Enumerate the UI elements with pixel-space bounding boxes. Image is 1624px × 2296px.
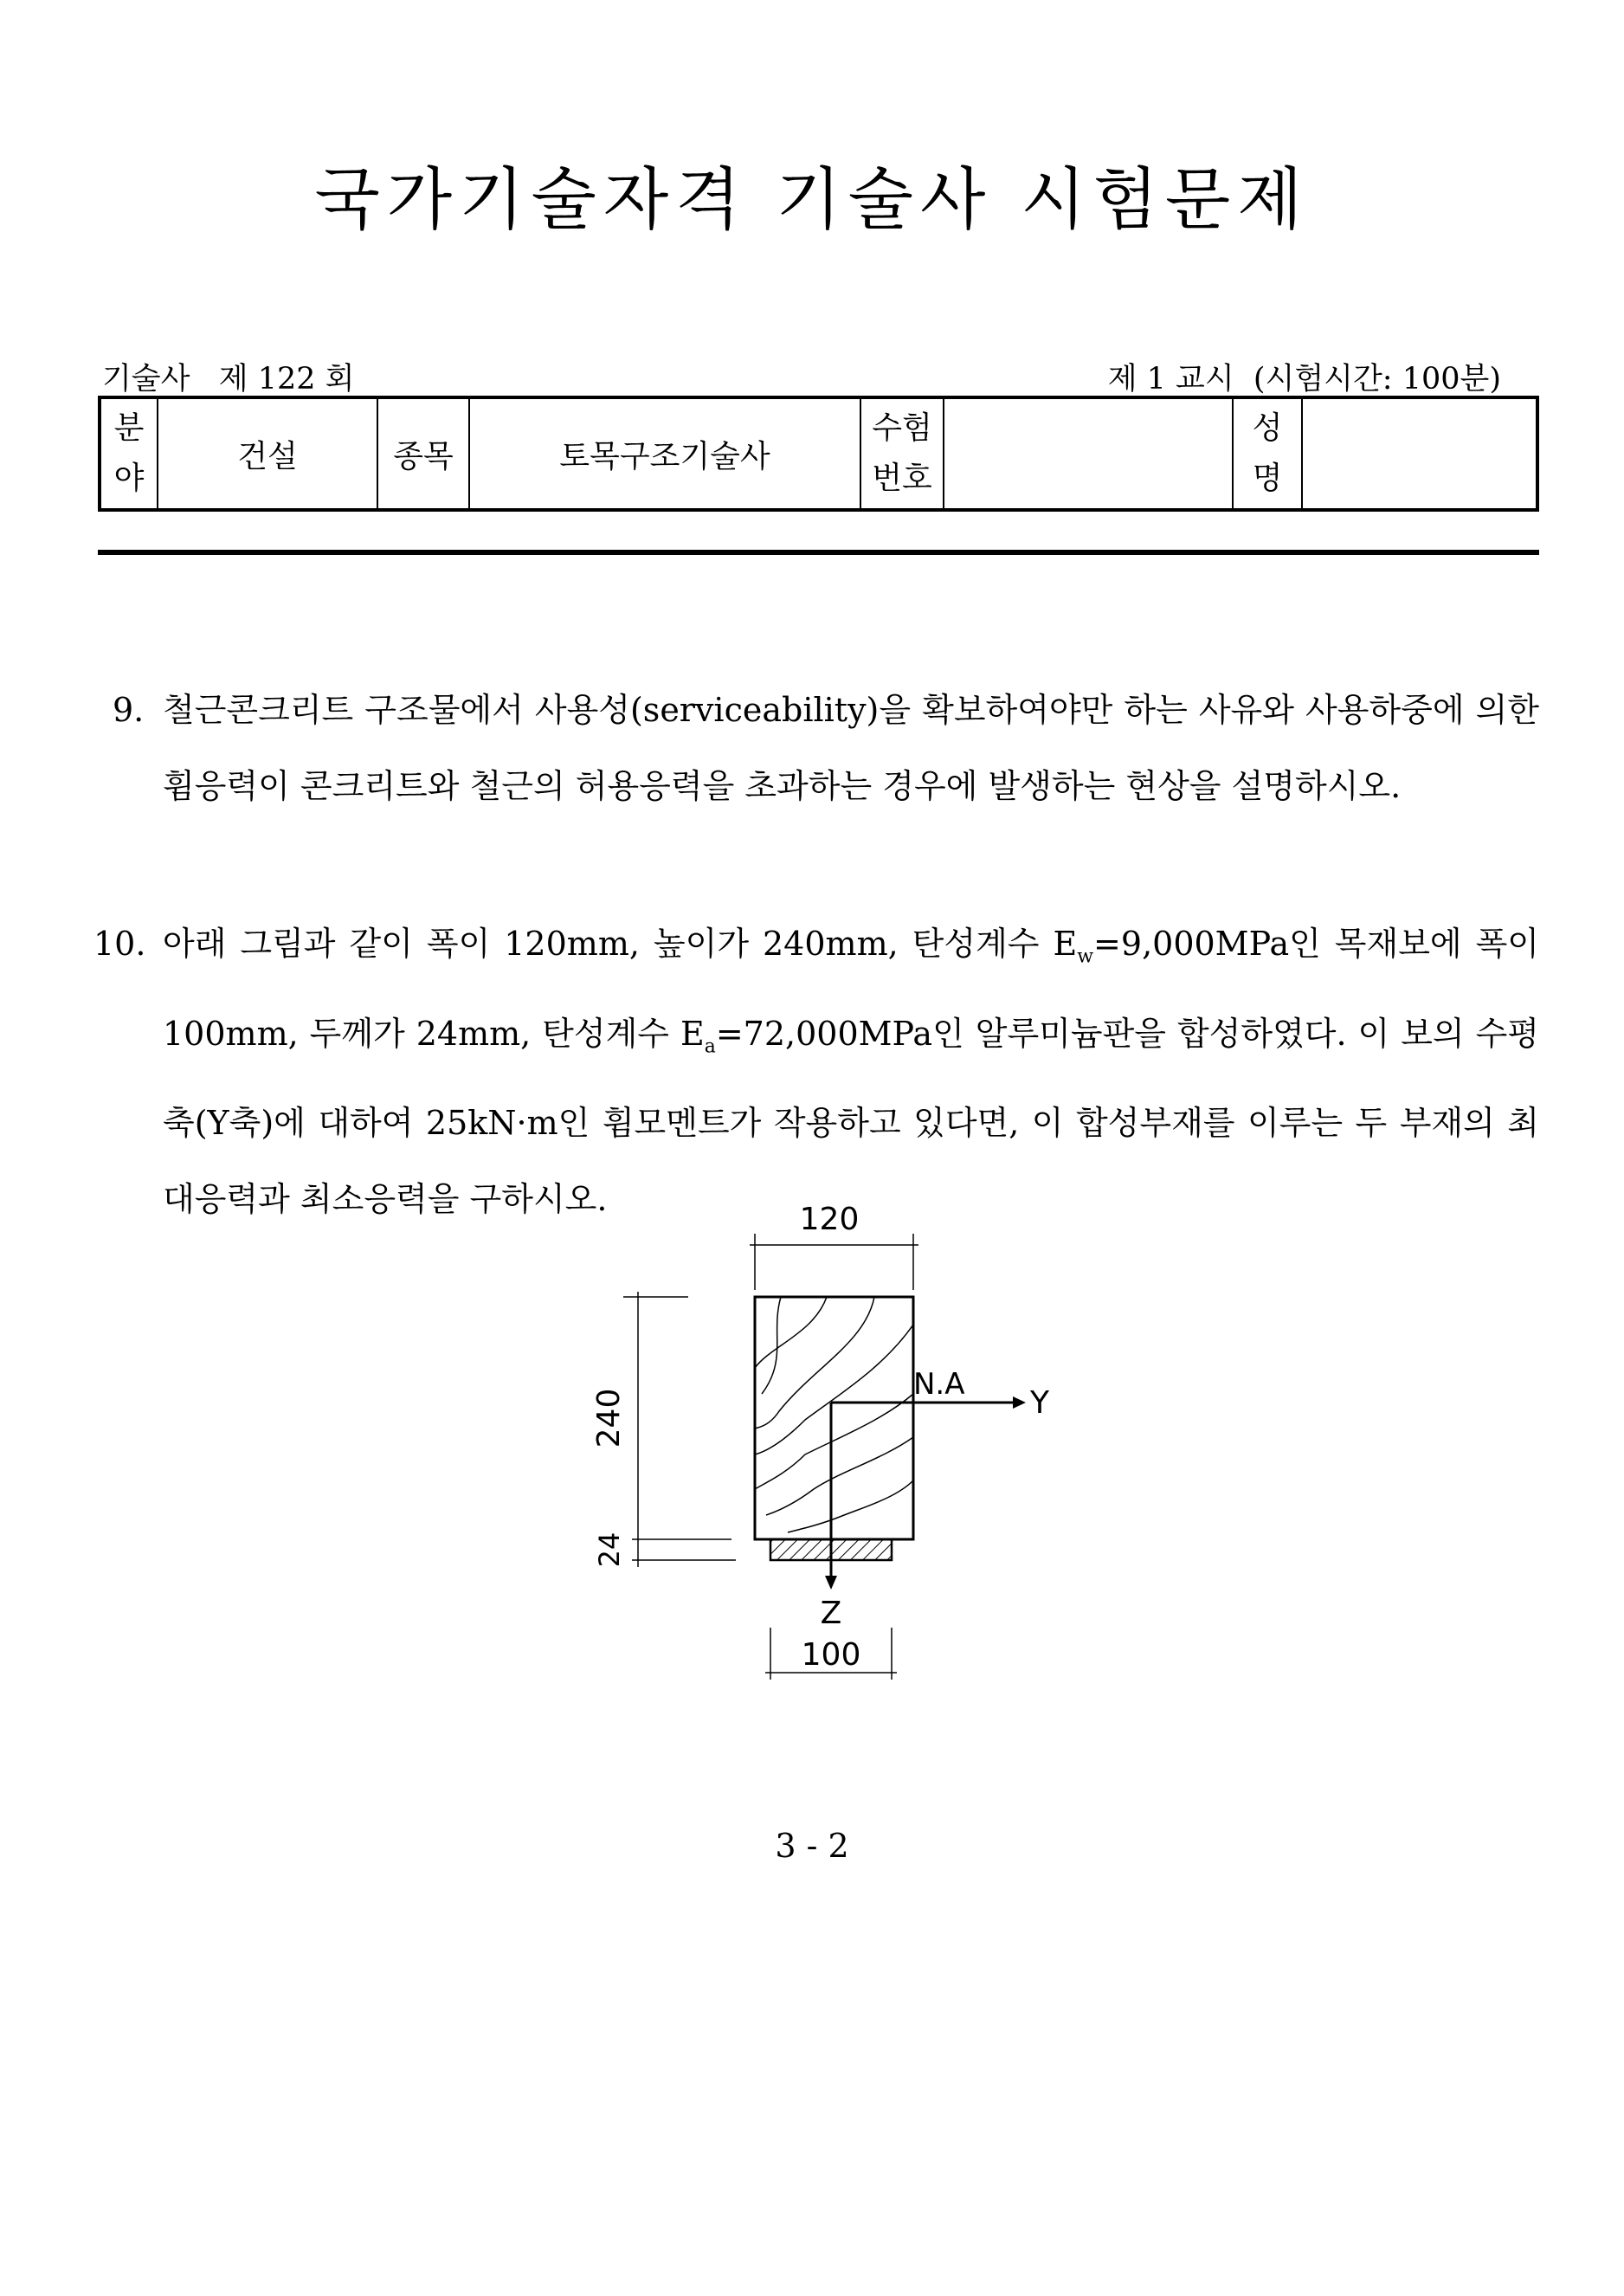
y-axis-label: Y bbox=[1030, 1385, 1049, 1421]
neutral-axis-label: N.A bbox=[913, 1367, 965, 1402]
field-label-line1: 분 bbox=[113, 410, 145, 446]
coordinate-axes bbox=[821, 1367, 1050, 1631]
name-label-line2: 명 bbox=[1252, 461, 1283, 496]
exam-number-label-cell bbox=[860, 397, 944, 510]
category-label: 종목 bbox=[377, 397, 469, 510]
exam-number-field[interactable] bbox=[944, 397, 1233, 510]
exam-round: 기술사 제 122 회 bbox=[102, 362, 355, 397]
question-10 bbox=[93, 906, 1539, 1219]
question-9 bbox=[113, 672, 1539, 906]
timber-beam bbox=[755, 1297, 913, 1539]
field-label-cell bbox=[100, 397, 158, 510]
question-number: 9. bbox=[113, 691, 145, 729]
page-title: 국가기술자격 기술사 시험문제 bbox=[314, 161, 1310, 239]
wood-grain bbox=[755, 1297, 913, 1532]
height-label: 240 bbox=[591, 1388, 627, 1448]
z-arrow-icon bbox=[825, 1576, 837, 1590]
category-value: 토목구조기술사 bbox=[469, 397, 860, 510]
name-label-line1: 성 bbox=[1252, 410, 1283, 446]
cross-section-figure bbox=[554, 1195, 1073, 1697]
name-label-cell bbox=[1233, 397, 1302, 510]
y-arrow-icon bbox=[1013, 1396, 1026, 1409]
exam-number-label-line2: 번호 bbox=[872, 461, 932, 496]
top-width-dimension bbox=[750, 1202, 918, 1290]
field-value: 건설 bbox=[158, 397, 377, 510]
exam-number-label-line1: 수험 bbox=[872, 410, 932, 446]
exam-info-table bbox=[98, 396, 1539, 512]
plate-thickness-label: 24 bbox=[593, 1532, 626, 1568]
question-text: 아래 그림과 같이 폭이 120mm, 높이가 240mm, 탄성계수 $E_w=9,000MPa$인 목재보에 폭이 100mm, 두께가 24mm, 탄성계수 $E_a=72,000MPa$인 알루미늄판을 합성하였다. 이 보의 수평축(Y축)에 대하여 25kN·m인 휨모멘트가 작용하고 있다면, 이 합성부재를 이루는 두 부재의 최대응력과 최소응력을 구하시오. bbox=[163, 925, 1539, 1219]
page-number: 3 - 2 bbox=[775, 1827, 849, 1865]
name-field[interactable] bbox=[1302, 397, 1537, 510]
top-width-label: 120 bbox=[799, 1202, 860, 1237]
question-number: 10. bbox=[93, 925, 146, 963]
bottom-width-dimension bbox=[765, 1628, 897, 1680]
question-text: 철근콘크리트 구조물에서 사용성(serviceability)을 확보하여야만 하는 사유와 사용하중에 의한 휨응력이 콘크리트와 철근의 허용응력을 초과하는 경우에 발생하는 현상을 설명하시오. bbox=[163, 691, 1539, 805]
field-label-line2: 야 bbox=[113, 461, 145, 496]
bottom-width-label: 100 bbox=[801, 1637, 861, 1673]
cross-section-drawing bbox=[554, 1195, 1073, 1697]
left-dimension bbox=[591, 1292, 736, 1567]
exam-period: 제 1 교시 (시험시간: 100분) bbox=[1107, 362, 1501, 397]
z-axis-label: Z bbox=[820, 1596, 842, 1631]
header-divider bbox=[98, 550, 1539, 555]
